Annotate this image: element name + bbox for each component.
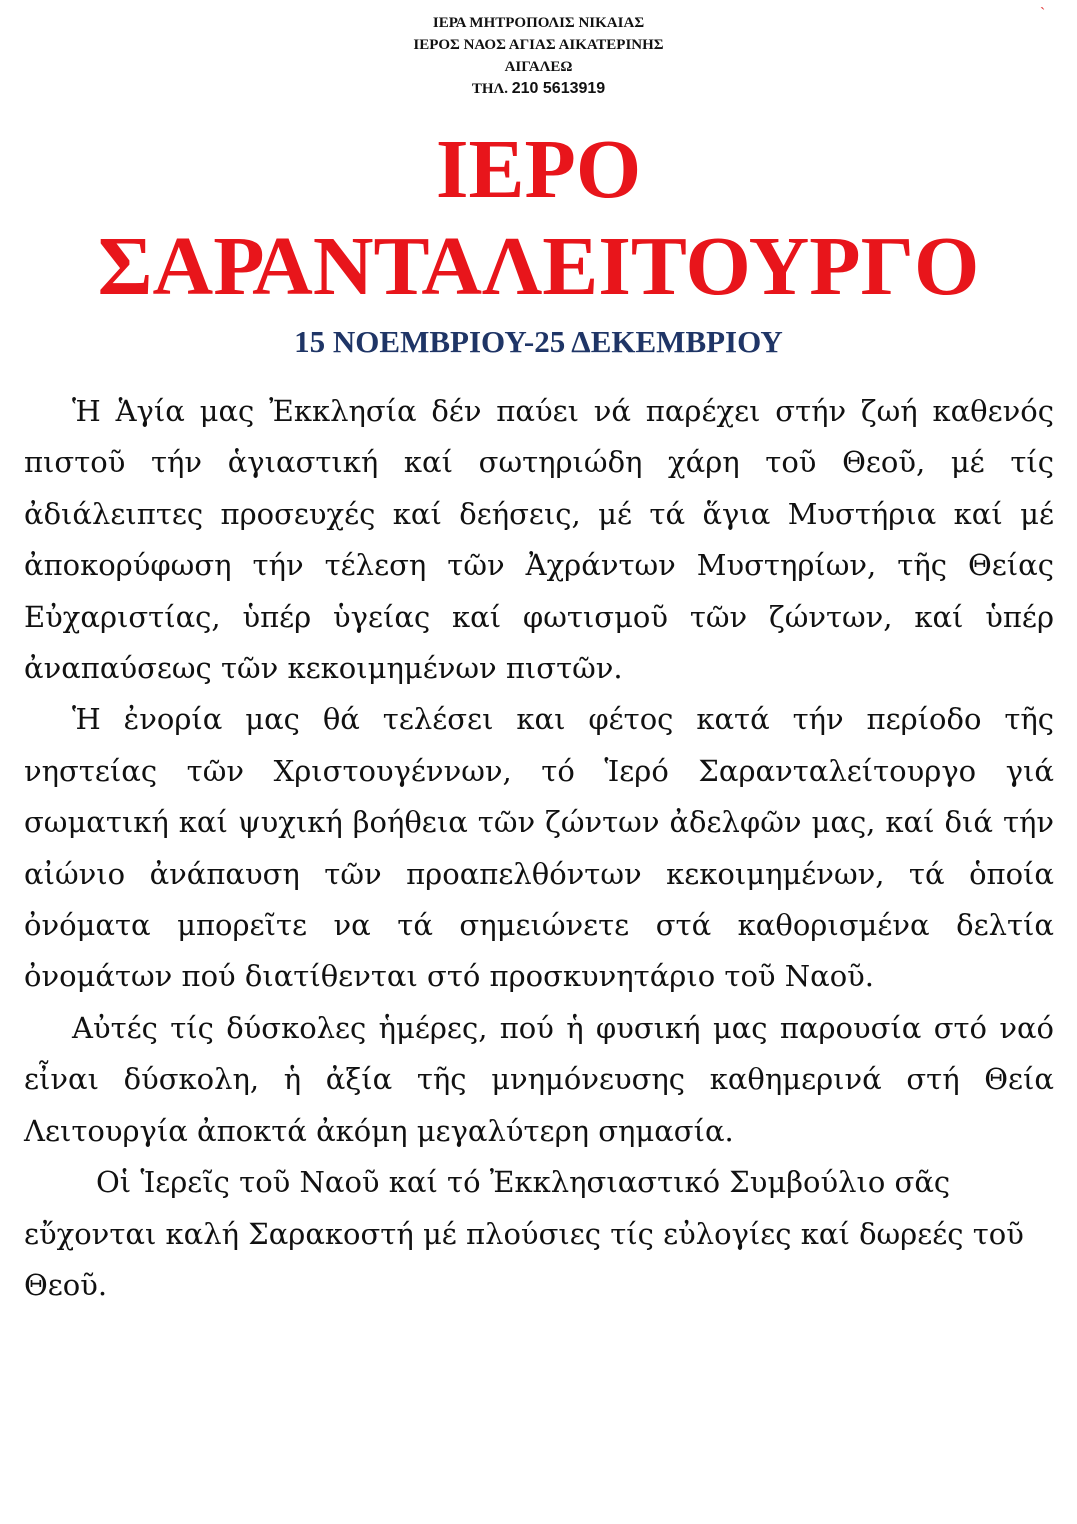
corner-mark: ` — [1040, 6, 1046, 23]
paragraph-3: Αὐτές τίς δύσκολες ἡμέρες, πού ἡ φυσική μας παρουσία στό ναό εἶναι δύσκολη, ἡ ἀξία τῆς μνημόνευσης καθημερινά στή Θεία Λειτουργία ἀποκτά ἀκόμη μεγαλύτερη σημασία. — [24, 1010, 1054, 1148]
paragraph-2: Ἡ ἐνορία μας θά τελέσει και φέτος κατά τήν περίοδο τῆς νηστείας τῶν Χριστουγέννων, τό Ἱερό Σαρανταλείτουργο γιά σωματική καί ψυχική βοήθεια τῶν ζώντων ἀδελφῶν μας, καί διά τήν αἰώνιο ἀνάπαυση τῶν προαπελθόντων κεκοιμημένων, τά ὁποία ὀνόματα μπορεῖτε να τά σημειώνετε στά καθορισμένα δελτία ὀνομάτων πού διατίθενται στό προσκυνητάριο τοῦ Ναοῦ. — [24, 702, 1054, 994]
phone-label: ΤΗΛ. — [471, 81, 508, 97]
location: ΑΙΓΑΛΕΩ — [504, 59, 573, 75]
announcement-body — [24, 386, 1054, 1311]
metropolis-name: ΙΕΡΑ ΜΗΤΡΟΠΟΛΙΣ ΝΙΚΑΙΑΣ — [432, 15, 645, 31]
date-range-subtitle: 15 ΝΟΕΜΒΡΙΟΥ-25 ΔΕΚΕΜΒΡΙΟΥ — [294, 324, 783, 359]
title-line-2: ΣΑΡΑΝΤΑΛΕΙΤΟΥΡΓΟ — [97, 220, 980, 313]
phone-line — [0, 78, 1077, 100]
paragraph-1: Ἡ Ἁγία μας Ἐκκλησία δέν παύει νά παρέχει στήν ζωή καθενός πιστοῦ τήν ἁγιαστική καί σωτηριώδη χάρη τοῦ Θεοῦ, μέ τίς ἀδιάλειπτες προσευχές καί δεήσεις, μέ τά ἅγια Μυστήρια καί μέ ἀποκορύφωση τήν τέλεση τῶν Ἀχράντων Μυστηρίων, τῆς Θείας Εὐχαριστίας, ὑπέρ ὑγείας καί φωτισμοῦ τῶν ζώντων, καί ὑπέρ ἀναπαύσεως τῶν κεκοιμημένων πιστῶν. — [24, 394, 1054, 686]
church-name: ΙΕΡΟΣ ΝΑΟΣ ΑΓΙΑΣ ΑΙΚΑΤΕΡΙΝΗΣ — [413, 37, 664, 53]
phone-number: 210 5613919 — [511, 80, 606, 97]
paragraph-4: Οἱ Ἱερεῖς τοῦ Ναοῦ καί τό Ἐκκλησιαστικό Συμβούλιο σᾶς εὔχονται καλή Σαρακοστή μέ πλούσιες τίς εὐλογίες καί δωρεές τοῦ Θεοῦ. — [24, 1165, 1024, 1302]
church-header — [0, 12, 1077, 100]
title-line-1: ΙΕΡΟ — [435, 123, 642, 216]
